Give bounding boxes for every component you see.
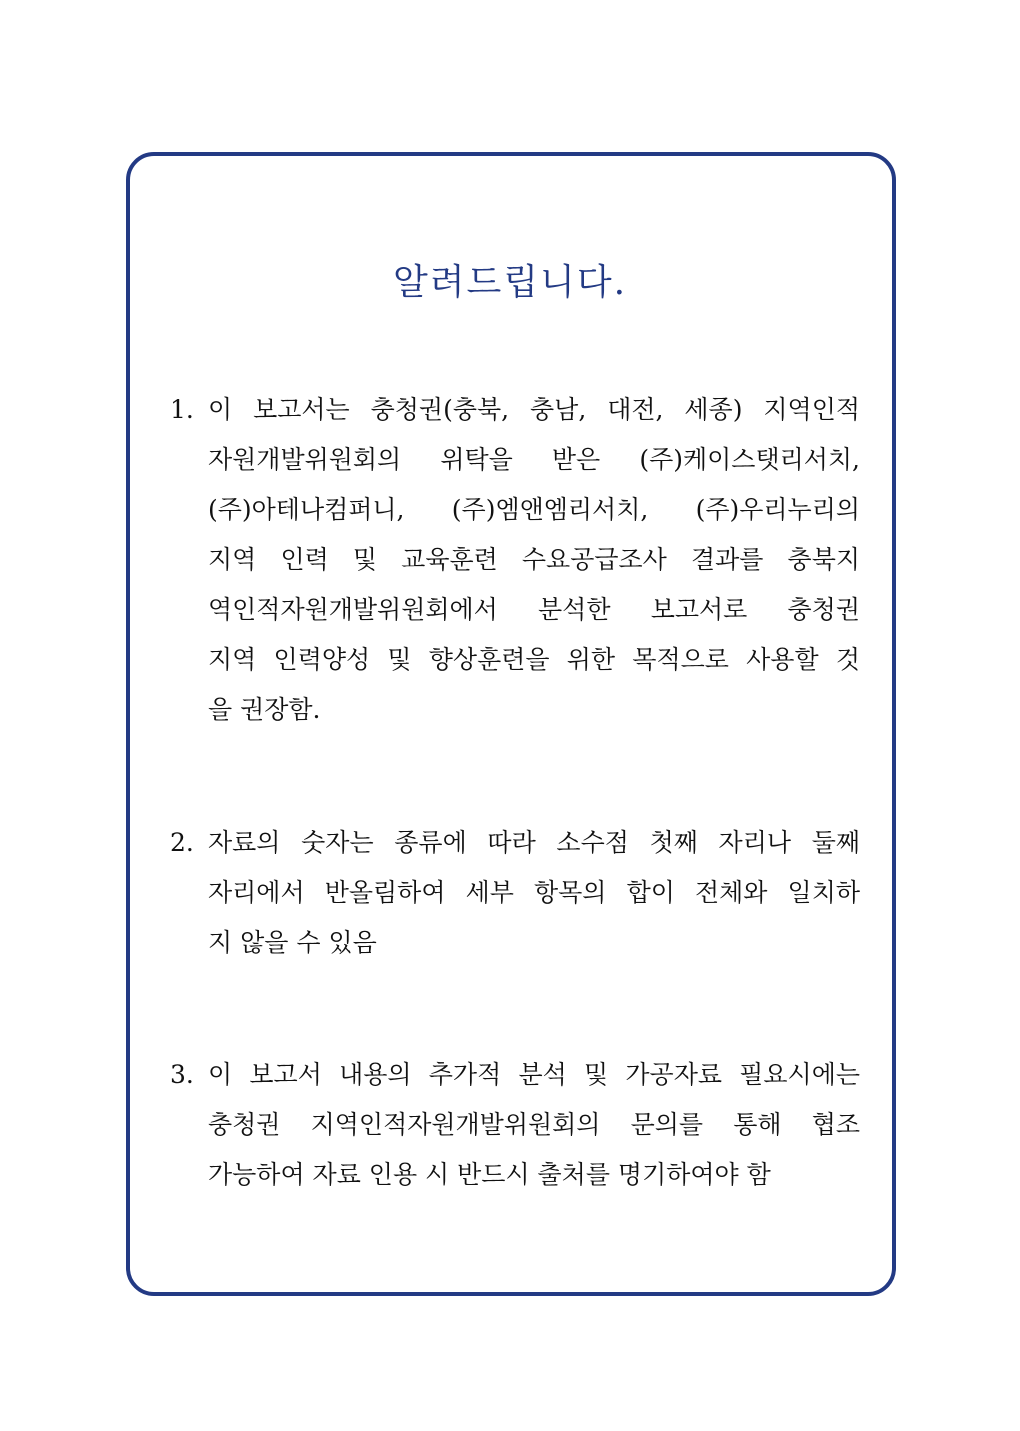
notice-line: 역인적자원개발위원회에서 분석한 보고서로 충청권 [208,595,860,624]
notice-line: 가능하여 자료 인용 시 반드시 출처를 명기하여야 함 [208,1160,771,1189]
notice-line: 지역 인력 및 교육훈련 수요공급조사 결과를 충북지 [208,545,860,574]
notice-line: 3. 이 보고서 내용의 추가적 분석 및 가공자료 필요시에는 [170,1050,860,1100]
notice-item-1 [170,385,860,735]
notice-line: 을 권장함. [208,695,321,724]
item-number: 2. [170,828,194,857]
notice-line: 자원개발위원회의 위탁을 받은 (주)케이스탯리서치, [208,445,860,474]
notice-item-3 [170,1050,860,1200]
item-number: 1. [170,395,194,424]
item-number: 3. [170,1060,194,1089]
notice-line: 1. 이 보고서는 충청권(충북, 충남, 대전, 세종) 지역인적 [170,385,860,435]
notice-line: 2. 자료의 숫자는 종류에 따라 소수점 첫째 자리나 둘째 [170,818,860,868]
notice-line: (주)아테나컴퍼니, (주)엠앤엠리서치, (주)우리누리의 [208,495,860,524]
notice-line: 충청권 지역인적자원개발위원회의 문의를 통해 협조 [208,1110,860,1139]
notice-line: 지역 인력양성 및 향상훈련을 위한 목적으로 사용할 것 [208,645,860,674]
notice-title: 알려드립니다. [392,262,628,303]
notice-line: 지 않을 수 있음 [208,928,377,957]
notice-line: 자리에서 반올림하여 세부 항목의 합이 전체와 일치하 [208,878,860,907]
notice-item-2 [170,818,860,968]
